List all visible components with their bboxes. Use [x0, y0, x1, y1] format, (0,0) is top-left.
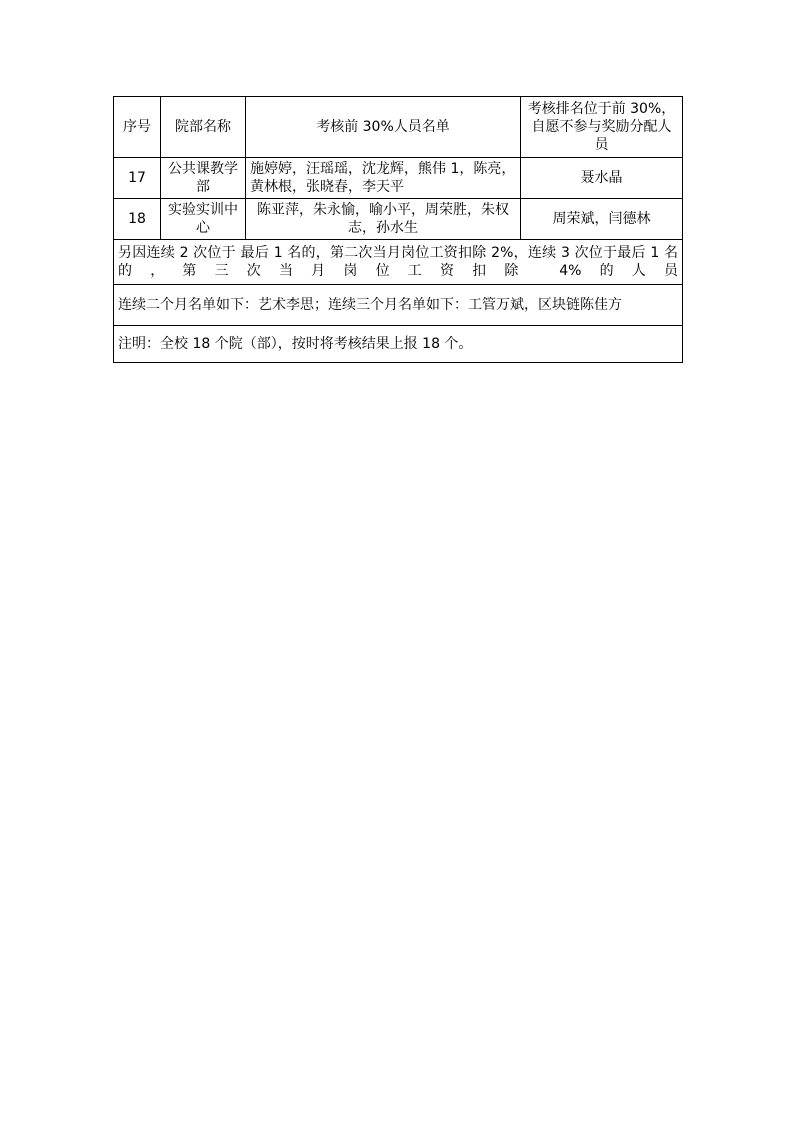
row-opt-out: 聂水晶	[521, 158, 683, 199]
remark-note: 注明：全校 18 个院（部），按时将考核结果上报 18 个。	[114, 326, 683, 363]
row-index: 17	[114, 158, 161, 199]
header-index: 序号	[114, 97, 161, 158]
row-department: 实验实训中心	[161, 199, 246, 240]
header-department: 院部名称	[161, 97, 246, 158]
note-row	[114, 326, 683, 363]
note-row	[114, 240, 683, 285]
row-top-list: 陈亚萍，朱永愉，喻小平，周荣胜，朱权志，孙水生	[246, 199, 521, 240]
table-row	[114, 158, 683, 199]
penalty-note-text: 另因连续 2 次位于 最后 1 名的，第二次当月岗位工资扣除 2%，连续 3 次位于最后 1 名的，第三次当月岗位工资扣除 4%的人员	[118, 245, 678, 279]
header-top-list: 考核前 30%人员名单	[246, 97, 521, 158]
penalty-note	[114, 240, 683, 285]
row-top-list: 施婷婷，汪瑶瑶，沈龙辉，熊伟 1，陈亮，黄林根，张晓春，李天平	[246, 158, 521, 199]
table-header-row	[114, 97, 683, 158]
row-index: 18	[114, 199, 161, 240]
row-department: 公共课教学部	[161, 158, 246, 199]
consecutive-list-note: 连续二个月名单如下：艺术李思；连续三个月名单如下：工管万斌，区块链陈佳方	[114, 285, 683, 326]
row-opt-out: 周荣斌，闫德林	[521, 199, 683, 240]
table-row	[114, 199, 683, 240]
ranking-table	[113, 96, 683, 363]
header-opt-out: 考核排名位于前 30%，自愿不参与奖励分配人员	[521, 97, 683, 158]
note-row	[114, 285, 683, 326]
